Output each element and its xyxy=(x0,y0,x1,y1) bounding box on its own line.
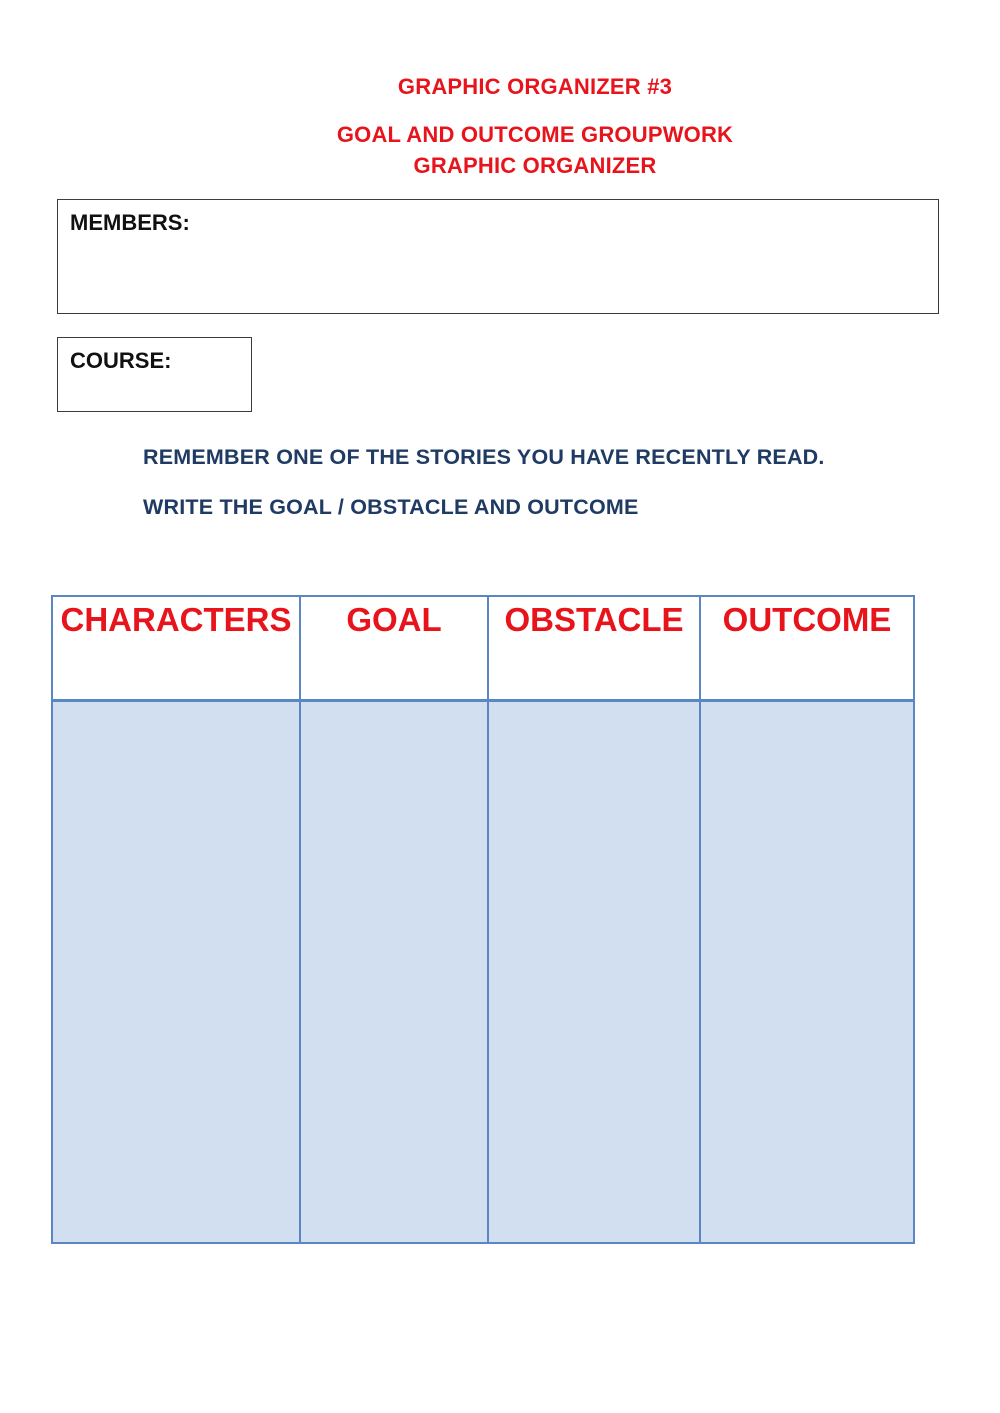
page-subtitle-line-2: GRAPHIC ORGANIZER xyxy=(413,153,657,178)
obstacle-answer-cell[interactable] xyxy=(488,701,700,1244)
members-field[interactable] xyxy=(57,199,939,314)
course-field[interactable] xyxy=(57,337,252,412)
outcome-answer-cell[interactable] xyxy=(700,701,914,1244)
course-label: COURSE: xyxy=(70,348,172,373)
column-header-goal: GOAL xyxy=(300,596,488,701)
table-header-row xyxy=(52,596,914,701)
goal-answer-cell[interactable] xyxy=(300,701,488,1244)
page-title: GRAPHIC ORGANIZER #3 xyxy=(397,74,673,99)
page-subtitle-line-1: GOAL AND OUTCOME GROUPWORK xyxy=(336,122,734,147)
column-header-characters: CHARACTERS xyxy=(52,596,300,701)
table-row xyxy=(52,701,914,1244)
column-header-outcome: OUTCOME xyxy=(700,596,914,701)
column-header-obstacle: OBSTACLE xyxy=(488,596,700,701)
members-label: MEMBERS: xyxy=(70,210,190,235)
characters-answer-cell[interactable] xyxy=(52,701,300,1244)
instruction-remember: REMEMBER ONE OF THE STORIES YOU HAVE RECENTLY READ. xyxy=(143,445,825,469)
organizer-table xyxy=(51,595,915,1244)
instruction-write: WRITE THE GOAL / OBSTACLE AND OUTCOME xyxy=(143,495,639,519)
